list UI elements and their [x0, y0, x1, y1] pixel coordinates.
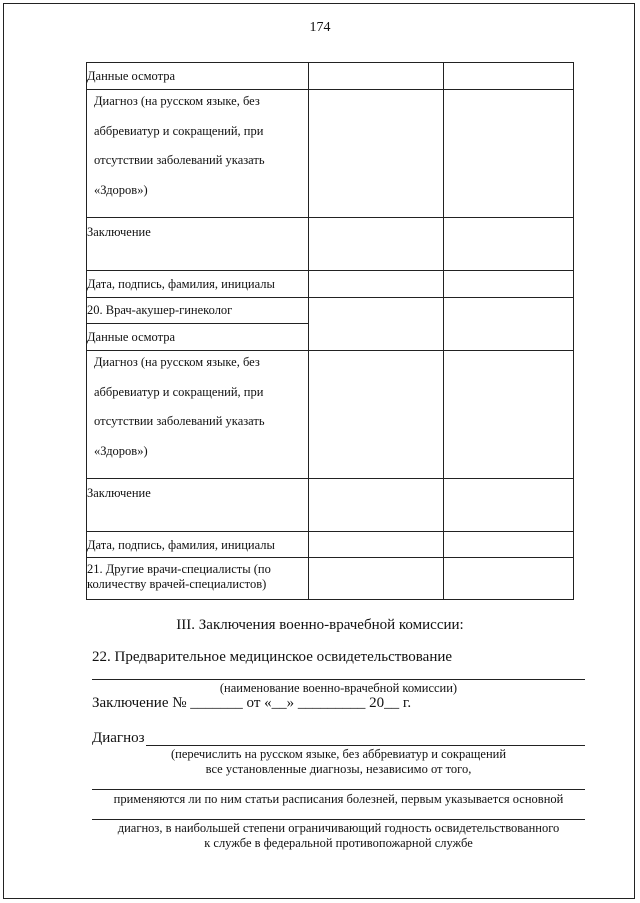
input-cell[interactable]: [309, 351, 444, 479]
input-cell[interactable]: [444, 63, 574, 90]
input-cell[interactable]: [309, 63, 444, 90]
row-label-exam-data: Данные осмотра: [87, 63, 309, 90]
table-row: [87, 351, 574, 479]
input-cell[interactable]: [444, 298, 574, 351]
table-row: [87, 90, 574, 218]
diagnosis-note-5: к службе в федеральной противопожарной службе: [204, 836, 473, 850]
table-row: [87, 532, 574, 558]
input-cell[interactable]: [444, 479, 574, 532]
diagnosis-note-2: все установленные диагнозы, независимо от того,: [205, 762, 472, 776]
input-cell[interactable]: [444, 90, 574, 218]
preliminary-exam-title: 22. Предварительное медицинское освидетельствование: [92, 649, 453, 665]
table-row: [87, 271, 574, 298]
input-cell[interactable]: [309, 271, 444, 298]
row-label-diagnosis: Диагноз (на русском языке, без аббревиатур и сокращений, при отсутствии заболеваний указать «Здоров»): [87, 351, 309, 479]
diagnosis-note-4: диагноз, в наибольшей степени ограничивающий годность освидетельствованного: [117, 821, 560, 835]
diagnosis-note-3: применяются ли по ним статьи расписания болезней, первым указывается основной: [113, 792, 564, 806]
diagnosis-line-2[interactable]: [92, 789, 585, 790]
conclusion-number-line: Заключение № _______ от «__» _________ 20__ г.: [92, 695, 412, 711]
input-cell[interactable]: [444, 351, 574, 479]
row-label-signature: Дата, подпись, фамилия, инициалы: [87, 532, 309, 558]
row-label-conclusion: Заключение: [87, 479, 309, 532]
section-title: III. Заключения военно-врачебной комиссии:: [176, 617, 464, 633]
input-cell[interactable]: [309, 90, 444, 218]
row-label-exam-data: Данные осмотра: [87, 324, 309, 351]
table-row: [87, 298, 574, 324]
input-cell[interactable]: [309, 218, 444, 271]
row-label-conclusion: Заключение: [87, 218, 309, 271]
row-label-diagnosis: Диагноз (на русском языке, без аббревиатур и сокращений, при отсутствии заболеваний указать «Здоров»): [87, 90, 309, 218]
examination-table: [86, 62, 574, 600]
input-cell[interactable]: [309, 558, 444, 600]
input-cell[interactable]: [444, 271, 574, 298]
input-cell[interactable]: [444, 532, 574, 558]
row-label-signature: Дата, подпись, фамилия, инициалы: [87, 271, 309, 298]
page-number: 174: [309, 20, 331, 35]
input-cell[interactable]: [309, 532, 444, 558]
commission-name-note: (наименование военно-врачебной комиссии): [219, 681, 458, 695]
row-label-gynecologist: 20. Врач-акушер-гинеколог: [87, 298, 309, 324]
table-row: [87, 558, 574, 600]
input-cell[interactable]: [309, 479, 444, 532]
diagnosis-label: Диагноз: [92, 730, 145, 746]
row-label-other-specialists: 21. Другие врачи-специалисты (по количеству врачей-специалистов): [87, 558, 309, 600]
input-cell[interactable]: [309, 298, 444, 351]
diagnosis-note-1: (перечислить на русском языке, без аббревиатур и сокращений: [170, 747, 507, 761]
commission-name-line[interactable]: [92, 679, 585, 680]
diagnosis-line[interactable]: [146, 745, 585, 746]
input-cell[interactable]: [444, 218, 574, 271]
table-row: [87, 479, 574, 532]
table-row: [87, 218, 574, 271]
input-cell[interactable]: [444, 558, 574, 600]
diagnosis-line-3[interactable]: [92, 819, 585, 820]
